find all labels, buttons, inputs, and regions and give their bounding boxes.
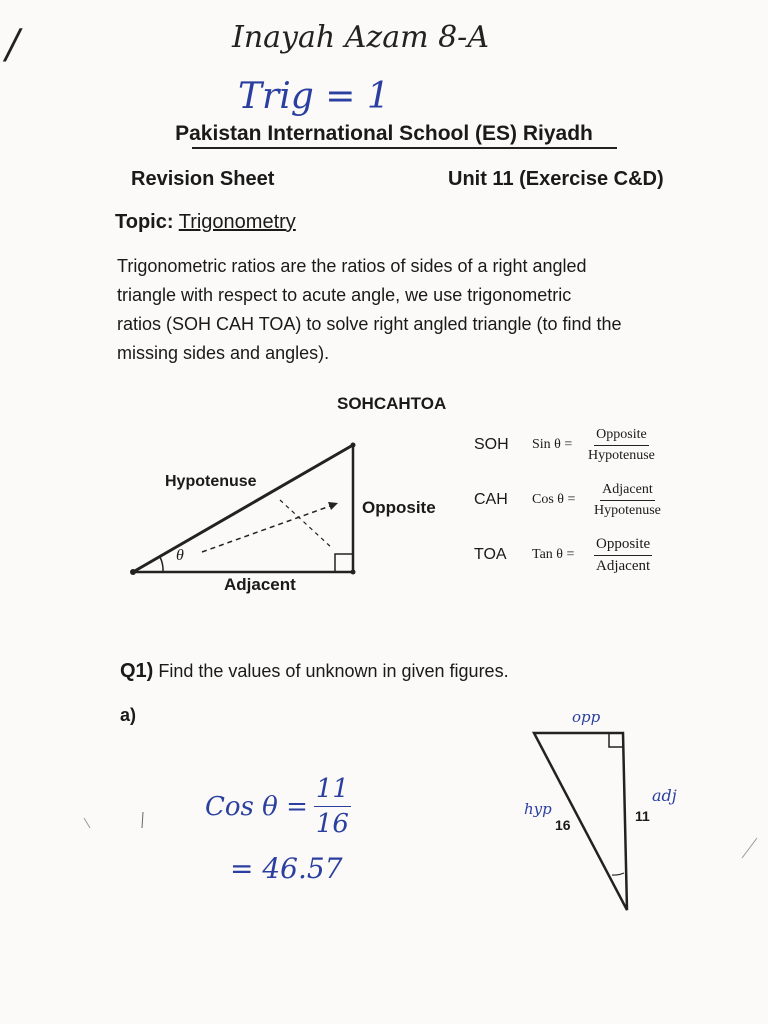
cos-label: Cos θ = — [205, 791, 308, 822]
question-part: a) — [120, 705, 137, 725]
sheet-unit: Unit 11 (Exercise C&D) — [448, 168, 664, 190]
topic-label: Topic: — [115, 211, 174, 233]
adjacent-label: Adjacent — [224, 575, 296, 594]
intro-line: Trigonometric ratios are the ratios of sides of a right angled — [117, 256, 587, 276]
intro-line: triangle with respect to acute angle, we use trigonometric — [117, 285, 572, 305]
ratio-denominator: Hypotenuse — [588, 447, 655, 463]
school-name: Pakistan International School (ES) Riyadh — [175, 122, 593, 145]
ratio-code: SOH — [474, 436, 509, 453]
intro-line: missing sides and angles). — [117, 343, 330, 363]
cos-numerator: 11 — [314, 774, 351, 807]
adj-value: 11 — [635, 808, 650, 824]
ratio-denominator: Adjacent — [596, 557, 651, 574]
cos-denominator: 16 — [315, 809, 349, 839]
ratio-function: Tan θ = — [532, 547, 575, 562]
ratio-numerator: Adjacent — [600, 482, 655, 501]
student-name: Inayah Azam 8-A — [232, 20, 489, 55]
intro-line: ratios (SOH CAH TOA) to solve right angled triangle (to find the — [117, 314, 622, 334]
stray-mark — [84, 818, 90, 828]
diagram-title: SOHCAHTOA — [337, 394, 447, 413]
question-label: Q1) — [120, 660, 154, 682]
tick-mark: / — [6, 22, 20, 68]
theta-label: θ — [176, 547, 184, 564]
ratio-numerator: Opposite — [594, 427, 649, 446]
topic-value: Trigonometry — [178, 211, 296, 233]
ratio-denominator: Hypotenuse — [594, 502, 661, 518]
ratio-code: CAH — [474, 491, 508, 508]
stray-mark — [142, 812, 143, 828]
stray-mark — [742, 838, 757, 858]
question-text: Find the values of unknown in given figures. — [158, 661, 509, 681]
ratio-code: TOA — [474, 546, 507, 563]
ratio-numerator: Opposite — [594, 536, 652, 556]
ratio-function: Cos θ = — [532, 492, 576, 507]
working-answer: = 46.57 — [230, 852, 343, 885]
score-annotation: Trig = 1 — [238, 76, 390, 117]
hyp-value: 16 — [555, 817, 571, 833]
ratio-function: Sin θ = — [532, 437, 573, 452]
opposite-label: Opposite — [362, 498, 436, 517]
hypotenuse-label: Hypotenuse — [165, 473, 257, 490]
adj-note: adj — [652, 786, 677, 805]
sheet-title: Revision Sheet — [131, 168, 275, 190]
opp-note: opp — [572, 708, 601, 726]
hyp-note: hyp — [524, 800, 552, 818]
